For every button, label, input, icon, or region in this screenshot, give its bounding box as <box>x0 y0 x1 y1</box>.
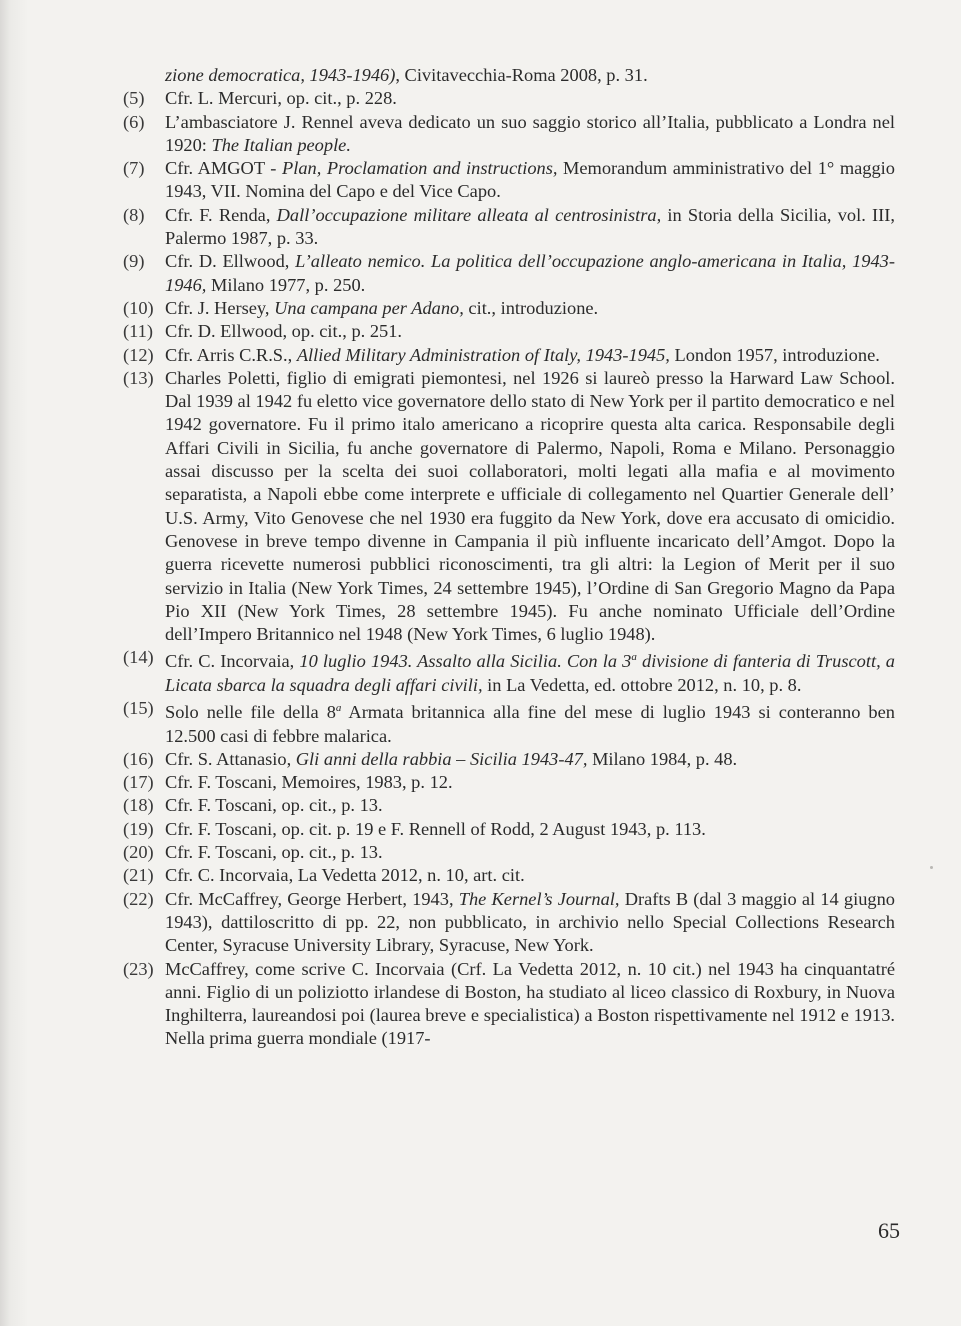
endnote <box>123 367 895 647</box>
endnote-segment: Memorandum amministrativo del 1° maggio 1943, VII. Nomina del Capo e del Vice Capo. <box>165 158 895 202</box>
endnote-segment: Drafts B (dal 3 maggio al 14 giugno 1943), dattiloscritto di pp. 22, non pubblicato, in archivio nello Special Collections Research Center, Syracuse University Library, Syracuse, New York. <box>165 888 895 956</box>
endnote-number: (15) <box>123 698 154 719</box>
endnote-italic-segment: Una campana per Adano, <box>274 297 464 318</box>
endnote-italic-segment: 10 luglio 1943. Assalto alla Sicilia. Con la 3 <box>299 651 632 672</box>
endnote-text <box>165 157 895 204</box>
endnote-italic-segment: Gli anni della rabbia – Sicilia 1943-47, <box>295 748 588 769</box>
endnote-number: (22) <box>123 888 154 909</box>
endnote-text <box>165 697 895 748</box>
endnote-text <box>165 888 895 958</box>
ordinal-superscript: a <box>335 702 342 715</box>
endnote-number: (14) <box>123 647 154 668</box>
endnote-text <box>165 87 895 110</box>
paper-speck <box>930 866 933 869</box>
endnote-text <box>165 204 895 251</box>
endnote <box>123 841 895 864</box>
endnote-segment: Cfr. C. Incorvaia, <box>165 651 300 672</box>
endnote-segment: Cfr. C. Incorvaia, La Vedetta 2012, n. 10, art. cit. <box>165 865 525 886</box>
endnote <box>123 697 895 748</box>
endnote <box>123 297 895 320</box>
continuation-title: zione democratica, 1943-1946) <box>165 65 396 85</box>
endnote-segment: cit., introduzione. <box>463 297 599 318</box>
endnote-number: (7) <box>123 158 145 179</box>
ordinal-superscript: a <box>631 651 637 664</box>
notes-container <box>123 87 895 1050</box>
endnote <box>123 958 895 1051</box>
endnote-number: (19) <box>123 818 154 839</box>
endnote-text <box>165 320 895 343</box>
endnote-text <box>165 344 895 367</box>
endnote-text <box>165 771 895 794</box>
endnote-italic-segment: Dall’occupazione militare alleata al centrosinistra, <box>276 204 662 225</box>
endnote-segment: Charles Poletti, figlio di emigrati piemontesi, nel 1926 si laureò presso la Harward Law School. Dal 1939 al 1942 fu eletto vice governatore dello stato di New York per il partito democratico e nel 1942 governatore. Fu il primo italo americano a ricoprire questa alta carica. Responsabile degli Affari Civili in Sicilia, fu anche governatore di Palermo, Napoli, Roma e Milano. Personaggio assai discusso per la scelta dei suoi collaboratori, molti legati alla mafia e al movimento separatista, a Napoli ebbe come interprete e ufficiale di collegamento nel Quartier Generale dell’ U.S. Army, Vito Genovese che nel 1930 era fuggito da New York, dove era accusato di omicidio. Genovese in breve tempo divenne in Campania il più influente incaricato dell’Amgot. Dopo la guerra ricevette numerosi pubblici riconoscimenti, tra gli altri: la Legion of Merit per il suo servizio in Italia (New York Times, 24 settembre 1945), l’Ordine di San Gregorio Magno da Papa Pio XII (New York Times, 28 settembre 1945). Fu anche nominato Ufficiale dell’Ordine dell’Impero Britannico nel 1948 (New York Times, 6 luglio 1948). <box>165 367 895 645</box>
endnote-segment: Cfr. S. Attanasio, <box>165 748 296 769</box>
endnote-italic-segment: Plan, Proclamation and instructions, <box>281 158 558 179</box>
endnote-segment: Milano 1977, p. 250. <box>206 274 366 295</box>
endnote-number: (20) <box>123 842 154 863</box>
endnote-segment: Armata britannica alla fine del mese di luglio 1943 si conteranno ben 12.500 casi di febbre malarica. <box>165 702 895 746</box>
endnote <box>123 157 895 204</box>
endnote-number: (12) <box>123 344 154 365</box>
endnote-italic-segment: divisione di fanteria di Truscott, a Licata sbarca la squadra degli affari civili, <box>165 651 895 695</box>
endnote-number: (11) <box>123 321 153 342</box>
endnote-number: (13) <box>123 367 154 388</box>
endnote-number: (10) <box>123 297 154 318</box>
endnote-segment: in La Vedetta, ed. ottobre 2012, n. 10, p. 8. <box>482 674 802 695</box>
endnote <box>123 748 895 771</box>
endnote <box>123 344 895 367</box>
endnote <box>123 320 895 343</box>
endnote-text <box>165 841 895 864</box>
endnote-number: (6) <box>123 111 145 132</box>
endnote-text <box>165 111 895 158</box>
endnote-segment: in Storia della Sicilia, vol. III, Palermo 1987, p. 33. <box>165 204 895 249</box>
endnote <box>123 771 895 794</box>
endnote-text <box>165 367 895 647</box>
continuation-text: , Civitavecchia-Roma 2008, p. 31. <box>395 65 648 85</box>
endnotes-list <box>123 64 895 1051</box>
endnote <box>123 87 895 110</box>
page-number: 65 <box>878 1218 900 1243</box>
endnote-text <box>165 748 895 771</box>
endnote-segment: Milano 1984, p. 48. <box>587 748 738 769</box>
endnote-number: (9) <box>123 251 145 272</box>
endnote-segment: Cfr. F. Toscani, op. cit., p. 13. <box>165 795 383 816</box>
endnote-text <box>165 958 895 1051</box>
endnote-number: (21) <box>123 865 154 886</box>
endnote-italic-segment: The Kernel’s Journal, <box>458 888 620 909</box>
endnote-segment: Cfr. F. Toscani, op. cit., p. 13. <box>165 842 383 863</box>
endnote-number: (23) <box>123 958 154 979</box>
endnote-segment: Cfr. D. Ellwood, op. cit., p. 251. <box>165 321 403 342</box>
endnote <box>123 111 895 158</box>
endnote-number: (17) <box>123 772 154 793</box>
endnote <box>123 888 895 958</box>
endnote-segment: Cfr. F. Toscani, op. cit. p. 19 e F. Rennell of Rodd, 2 August 1943, p. 113. <box>165 818 706 839</box>
endnote-number: (8) <box>123 204 145 225</box>
endnote-segment: London 1957, introduzione. <box>669 344 880 365</box>
endnote-italic-segment: The Italian people. <box>211 134 351 155</box>
endnote-italic-segment: L’alleato nemico. La politica dell’occupazione anglo-americana in Italia, 1943-1946, <box>165 251 896 295</box>
endnote-segment: Cfr. Arris C.R.S., <box>165 344 297 365</box>
endnote-text <box>165 250 895 297</box>
endnote-text <box>165 297 895 320</box>
endnote-segment: Solo nelle file della 8 <box>165 702 336 723</box>
endnote-segment: McCaffrey, come scrive C. Incorvaia (Crf. La Vedetta 2012, n. 10 cit.) nel 1943 ha cinquantatré anni. Figlio di un poliziotto irlandese di Boston, ha studiato al liceo classico di Roxbury, in Nuova Inghilterra, laureandosi poi (laurea breve e specialistica) a Boston rispettivamente nel 1912 e 1913. Nella prima guerra mondiale (1917- <box>165 958 895 1049</box>
endnote <box>123 250 895 297</box>
endnote <box>123 646 895 697</box>
endnote-segment: Cfr. F. Toscani, Memoires, 1983, p. 12. <box>165 772 453 793</box>
endnote-italic-segment: Allied Military Administration of Italy, 1943-1945, <box>296 344 670 365</box>
endnote-number: (18) <box>123 795 154 816</box>
endnote-text <box>165 646 895 697</box>
endnote-number: (16) <box>123 748 154 769</box>
endnote-segment: Cfr. J. Hersey, <box>165 297 275 318</box>
endnote-number: (5) <box>123 88 145 109</box>
endnote-segment: Cfr. L. Mercuri, op. cit., p. 228. <box>165 88 397 109</box>
endnote-text <box>165 864 895 887</box>
endnote-text <box>165 794 895 817</box>
note-continuation <box>165 64 895 87</box>
endnote-segment: Cfr. D. Ellwood, <box>165 251 296 272</box>
endnote <box>123 794 895 817</box>
endnote <box>123 818 895 841</box>
endnote-segment: Cfr. McCaffrey, George Herbert, 1943, <box>165 888 459 909</box>
endnote <box>123 864 895 887</box>
endnote-segment: Cfr. AMGOT - <box>165 158 282 179</box>
endnote <box>123 204 895 251</box>
endnote-segment: L’ambasciatore J. Rennel aveva dedicato un suo saggio storico all’Italia, pubblicato a Londra nel 1920: <box>165 111 895 155</box>
endnote-text <box>165 818 895 841</box>
endnote-segment: Cfr. F. Renda, <box>165 204 277 225</box>
